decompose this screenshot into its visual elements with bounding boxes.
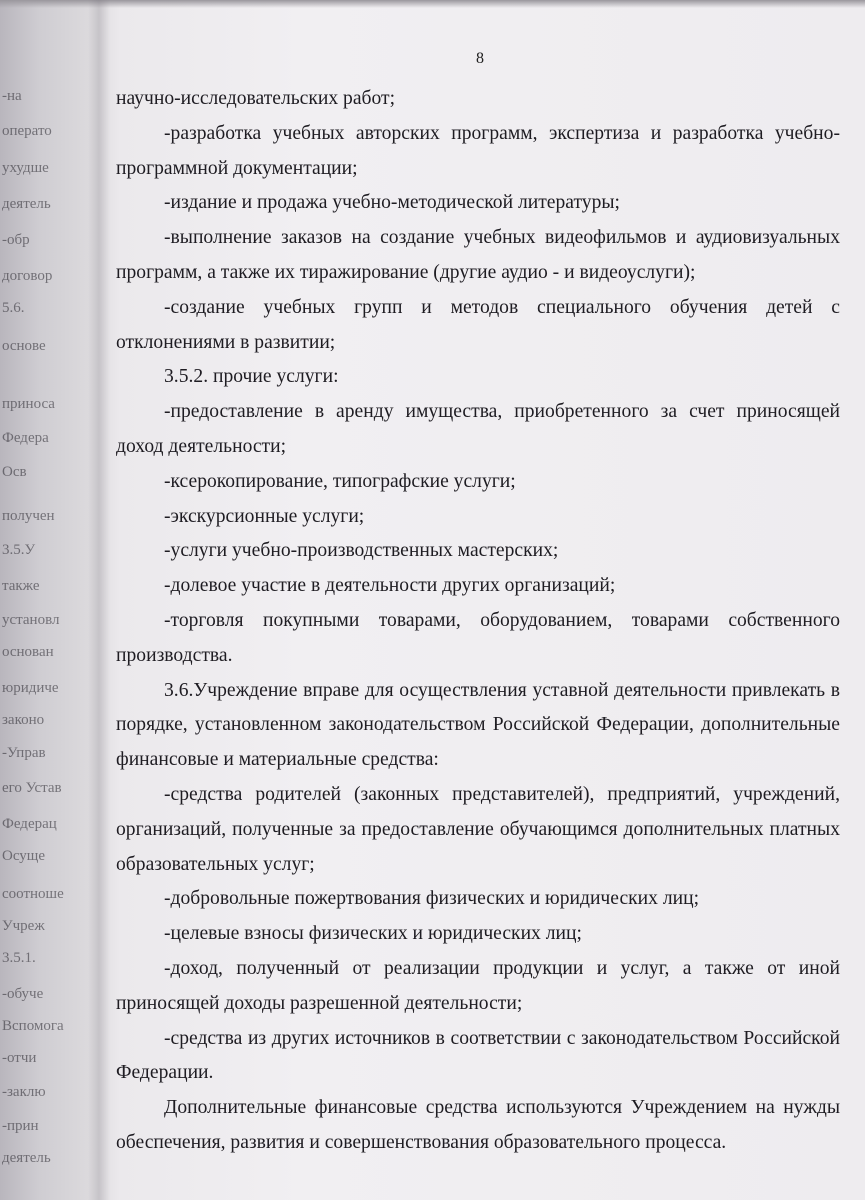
margin-bleed-fragment: основан <box>2 644 54 660</box>
binding-gutter-shadow <box>88 0 110 1200</box>
margin-bleed-fragment: 5.6. <box>2 300 25 316</box>
paragraph: -издание и продажа учебно-методической литературы; <box>164 192 620 214</box>
margin-bleed-fragment: Осв <box>2 464 27 480</box>
paragraph: Дополнительные финансовые средства используются Учреждением на нужды обеспечения, развития и совершенствования образовательного процесса. <box>116 1097 840 1153</box>
paragraph: -разработка учебных авторских программ, экспертиза и разработка учебно-программной документации; <box>116 122 840 179</box>
paragraph: -торговля покупными товарами, оборудованием, товарами собственного производства. <box>116 609 840 666</box>
margin-bleed-fragment: Осуще <box>2 848 46 864</box>
paragraph: -ксерокопирование, типографские услуги; <box>164 470 516 492</box>
paragraph: 3.6.Учреждение вправе для осуществления уставной деятельности привлекать в порядке, установленном законодательством Российской Федерации, дополнительные финансовые и материальные средства: <box>116 679 840 771</box>
margin-bleed-fragment: ухудше <box>2 160 49 176</box>
margin-bleed-fragment: 3.5.1. <box>2 950 36 966</box>
margin-bleed-fragment: Вспомога <box>2 1018 64 1034</box>
margin-bleed-fragment: Федера <box>2 430 49 446</box>
paragraph: -доход, полученный от реализации продукции и услуг, а также от иной приносящей доходы разрешенной деятельности; <box>116 957 840 1014</box>
margin-bleed-fragment: -на <box>2 88 22 104</box>
paragraph: -создание учебных групп и методов специального обучения детей с отклонениями в развитии; <box>116 296 840 353</box>
margin-bleed-fragment: 3.5.У <box>2 542 36 558</box>
margin-bleed-fragment: основе <box>2 338 46 354</box>
margin-bleed-fragment: установл <box>2 612 60 628</box>
margin-bleed-fragment: соотноше <box>2 886 64 902</box>
margin-bleed-fragment: договор <box>2 268 53 284</box>
margin-bleed-fragment: юридиче <box>2 680 59 696</box>
margin-bleed-fragment: деятель <box>2 196 51 212</box>
margin-bleed-fragment: операто <box>2 123 52 139</box>
margin-bleed-fragment: -обр <box>2 232 30 248</box>
paragraph: -услуги учебно-производственных мастерских; <box>164 540 559 562</box>
margin-bleed-fragment: Учреж <box>2 918 45 934</box>
margin-bleed-fragment: деятель <box>2 1150 51 1166</box>
margin-bleed-fragment: приноса <box>2 396 55 412</box>
margin-bleed-fragment: его Устав <box>2 780 62 796</box>
paragraph: -выполнение заказов на создание учебных видеофильмов и аудиовизуальных программ, а также их тиражирование (другие аудио - и видеоуслуги); <box>116 227 840 283</box>
margin-bleed-fragment: -заклю <box>2 1084 46 1100</box>
paragraph: 3.5.2. прочие услуги: <box>164 366 339 388</box>
margin-bleed-fragment: законо <box>2 712 45 728</box>
paragraph: -добровольные пожертвования физических и юридических лиц; <box>164 888 700 910</box>
left-margin-bleed <box>0 0 90 1200</box>
margin-bleed-fragment: -обуче <box>2 986 44 1002</box>
page-number: 8 <box>476 50 484 67</box>
paragraph: -экскурсионные услуги; <box>164 505 365 527</box>
margin-bleed-fragment: Федерац <box>2 816 57 832</box>
margin-bleed-fragment: -Управ <box>2 745 46 761</box>
paragraph: -целевые взносы физических и юридических лиц; <box>164 923 582 945</box>
paragraph: -средства из других источников в соответствии с законодательством Российской Федерации. <box>116 1027 840 1084</box>
paragraph: -предоставление в аренду имущества, приобретенного за счет приносящей доход деятельности; <box>116 401 840 457</box>
margin-bleed-fragment: -прин <box>2 1118 39 1134</box>
paragraph: -средства родителей (законных представителей), предприятий, учреждений, организаций, полученные за предоставление обучающимся дополнительных платных образовательных услуг; <box>116 783 840 875</box>
scan-top-shadow <box>0 0 865 8</box>
paragraph: научно-исследовательских работ; <box>116 88 396 109</box>
margin-bleed-fragment: -отчи <box>2 1050 37 1066</box>
document-body <box>116 82 840 1161</box>
paragraph: -долевое участие в деятельности других организаций; <box>164 575 616 597</box>
margin-bleed-fragment: получен <box>2 508 55 524</box>
margin-bleed-fragment: также <box>2 578 40 594</box>
